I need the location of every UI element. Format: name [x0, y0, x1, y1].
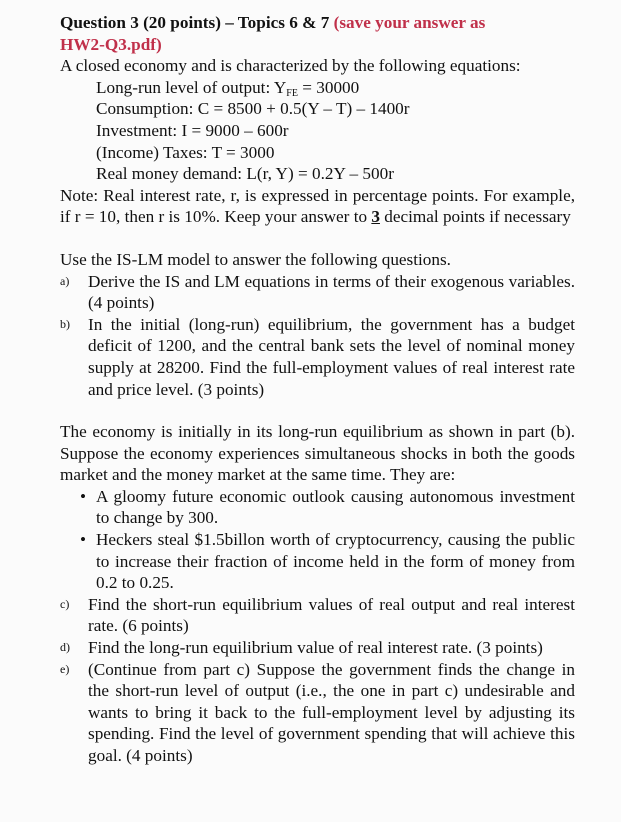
equation-money-demand: Real money demand: L(r, Y) = 0.2Y – 500r [96, 164, 394, 184]
spacer [60, 228, 575, 249]
question-d [60, 637, 575, 659]
note-text-end: decimal points if necessary [379, 207, 571, 227]
shock-list [60, 486, 575, 594]
bullet-icon: • [80, 530, 87, 550]
question-e-text: (Continue from part c) Suppose the government finds the change in the short-run level of output (i.e., the one in part c) undesirable and wants to bring it back to the full-employment level by adjusting its spending. Find the level of government spending that will achieve this goal. (4 points) [88, 659, 575, 765]
bullet-icon: • [80, 486, 87, 506]
question-d-text: Find the long-run equilibrium value of real interest rate. (3 points) [88, 638, 543, 658]
shock-item [74, 529, 575, 594]
question-a [60, 271, 575, 314]
question-d-label: d) [60, 640, 70, 655]
note-text-start: Note: Real interest rate, r, is expressed in percentage points. For example, if r = 10, then r is 10%. Keep your answer to [60, 185, 575, 227]
question-b [60, 314, 575, 400]
equation-output-subscript: FE [286, 87, 298, 99]
intro-text: A closed economy and is characterized by the following equations: [60, 56, 521, 76]
equation-investment: Investment: I = 9000 – 600r [96, 120, 289, 140]
equation-list [60, 77, 575, 185]
shock-text: Heckers steal $1.5billon worth of cryptocurrency, causing the public to increase their fraction of income held in the form of money from 0.2 to 0.25. [96, 530, 575, 593]
question-c [60, 594, 575, 637]
question-e-label: e) [60, 661, 70, 676]
file-name: HW2-Q3.pdf) [60, 34, 162, 54]
question-title: Question 3 (20 points) – Topics 6 & 7 [60, 13, 330, 32]
shock-item [74, 486, 575, 529]
equation-taxes: (Income) Taxes: T = 3000 [96, 142, 275, 162]
use-model-text: Use the IS-LM model to answer the following questions. [60, 249, 451, 269]
shock-text: A gloomy future economic outlook causing autonomous investment to change by 300. [96, 486, 575, 528]
question-b-label: b) [60, 316, 70, 331]
question-b-text: In the initial (long-run) equilibrium, the government has a budget deficit of 1200, and the central bank sets the level of nominal money supply at 28200. Find the full-employment values of real interest rate and price level. (3 points) [88, 314, 575, 399]
equation-output-value: = 30000 [297, 77, 360, 97]
spacer [60, 400, 575, 421]
equation-output-label: Long-run level of output: Y [96, 77, 287, 97]
question-c-label: c) [60, 596, 70, 611]
save-instruction: (save your answer as [333, 13, 486, 32]
question-a-label: a) [60, 273, 70, 288]
question-header [60, 12, 575, 55]
equation-output [96, 77, 575, 99]
question-c-text: Find the short-run equilibrium values of real output and real interest rate. (6 points) [88, 594, 575, 636]
equation-consumption: Consumption: C = 8500 + 0.5(Y – T) – 1400r [96, 99, 410, 119]
question-a-text: Derive the IS and LM equations in terms of their exogenous variables. (4 points) [88, 271, 575, 313]
scenario-text: The economy is initially in its long-run equilibrium as shown in part (b). Suppose the economy experiences simultaneous shocks in both the goods market and the money market at the same time. They are: [60, 422, 575, 485]
note-paragraph [60, 185, 575, 228]
note-decimals: 3 [371, 207, 380, 227]
question-e [60, 659, 575, 767]
